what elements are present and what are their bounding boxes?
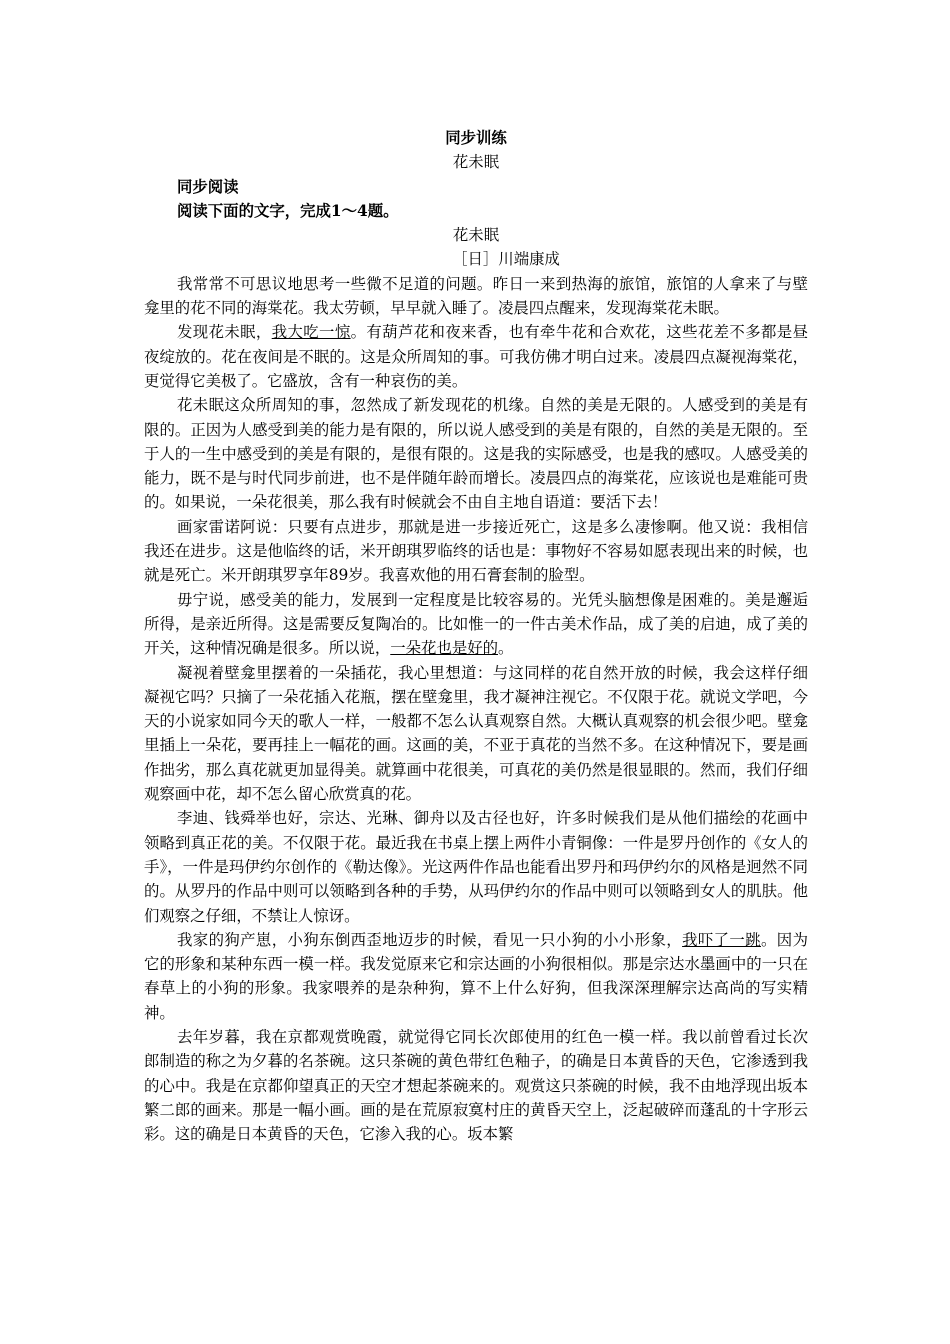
paragraph-text: 。 [498,639,514,658]
paragraph-text: 去年岁暮，我在京都观赏晚霞，就觉得它同长次郎使用的红色一模一样。我以前曾看过长次郎制造的称之为夕暮的名茶碗。这只茶碗的黄色带红色釉子，的确是日本黄昏的天色，它渗透到我的心中。我是在京都仰望真正的天空才想起茶碗来的。观赏这只茶碗的时候，我不由地浮现出坂本繁二郎的画来。那是一幅小画。画的是在荒原寂寞村庄的黄昏天空上，泛起破碎而蓬乱的十字形云彩。这的确是日本黄昏的天色，它渗入我的心。坂本繁 [144,1027,808,1144]
section-heading: 同步阅读 [177,177,239,196]
paragraph-text: 。因为它的形象和某种东西一模一样。我发觉原来它和宗达画的小狗很相似。那是宗达水墨画中的一只在春草上的小狗的形象。我家喂养的是杂种狗，算不上什么好狗，但我深深理解宗达高尚的写实精神。 [144,930,808,1022]
paragraph-text: 毋宁说，感受美的能力，发展到一定程度是比较容易的。光凭头脑想像是困难的。美是邂逅所得，是亲近所得。这是需要反复陶冶的。比如惟一的一件古美术作品，成了美的启迪，成了美的开关，这种情况确是很多。所以说， [144,590,808,658]
article-paragraph [144,806,808,927]
paragraph-text: 我家的狗产崽，小狗东倒西歪地迈步的时候，看见一只小狗的小小形象， [177,930,683,949]
article-paragraph [144,272,808,321]
article-paragraph [144,588,808,661]
paragraph-text: 发现花未眠， [177,323,272,342]
article-paragraph [144,928,808,1025]
paragraph-text: 李迪、钱舜举也好，宗达、光琳、御舟以及古径也好，许多时候我们是从他们描绘的花画中领略到真正花的美。不仅限于花。最近我在书桌上摆上两件小青铜像：一件是罗丹创作的《女人的手》，一件是玛伊约尔创作的《勒达像》。光这两件作品也能看出罗丹和玛伊约尔的风格是迥然不同的。从罗丹的作品中则可以领略到各种的手势，从玛伊约尔的作品中则可以领略到女人的肌肤。他们观察之仔细，不禁让人惊讶。 [144,809,808,925]
article-author: ［日］川端康成 [452,250,560,269]
page-subtitle: 花未眠 [452,153,500,172]
article-paragraph [144,1025,808,1146]
paragraph-text: 我常常不可思议地思考一些微不足道的问题。昨日一来到热海的旅馆，旅馆的人拿来了与壁龛里的花不同的海棠花。我太劳顿，早早就入睡了。凌晨四点醒来，发现海棠花未眠。 [144,274,808,318]
underlined-phrase: 我吓了一跳 [682,930,761,949]
paragraph-text: 花未眠这众所周知的事，忽然成了新发现花的机缘。自然的美是无限的。人感受到的美是有限的。正因为人感受到美的能力是有限的，所以说人感受到的美是有限的，自然的美是无限的。至于人的一生中感受到的美是有限的，是很有限的。这是我的实际感受，也是我的感叹。人感受美的能力，既不是与时代同步前进，也不是伴随年龄而增长。凌晨四点的海棠花，应该说也是难能可贵的。如果说，一朵花很美，那么我有时候就会不由自主地自语道：要活下去！ [144,396,808,512]
paragraph-text: 画家雷诺阿说：只要有点进步，那就是进一步接近死亡，这是多么凄惨啊。他又说：我相信我还在进步。这是他临终的话，米开朗琪罗临终的话也是：事物好不容易如愿表现出来的时候，也就是死亡。米开朗琪罗享年89岁。我喜欢他的用石膏套制的脸型。 [144,517,808,585]
article-paragraph [144,393,808,514]
article-body [144,272,808,1147]
paragraph-text: 。有葫芦花和夜来香，也有牵牛花和合欢花，这些花差不多都是昼夜绽放的。花在夜间是不眠的。这是众所周知的事。可我仿佛才明白过来。凌晨四点凝视海棠花，更觉得它美极了。它盛放，含有一种哀伤的美。 [144,323,808,390]
article-paragraph [144,320,808,393]
article-paragraph [144,661,808,807]
article-paragraph [144,515,808,588]
underlined-phrase: 我大吃一惊 [271,323,351,342]
section-instruction: 阅读下面的文字，完成1～4题。 [177,201,399,220]
underlined-phrase: 一朵花也是好的 [390,639,499,658]
paragraph-text: 凝视着壁龛里摆着的一朵插花，我心里想道：与这同样的花自然开放的时候，我会这样仔细凝视它吗？只摘了一朵花插入花瓶，摆在壁龛里，我才凝神注视它。不仅限于花。就说文学吧，今天的小说家如同今天的歌人一样，一般都不怎么认真观察自然。大概认真观察的机会很少吧。壁龛里插上一朵花，要再挂上一幅花的画。这画的美，不亚于真花的当然不多。在这种情况下，要是画作拙劣，那么真花就更加显得美。就算画中花很美，可真花的美仍然是很显眼的。然而，我们仔细观察画中花，却不怎么留心欣赏真的花。 [144,663,808,804]
page-title: 同步训练 [445,129,507,147]
document-page [144,126,808,1146]
article-title: 花未眠 [452,226,500,245]
